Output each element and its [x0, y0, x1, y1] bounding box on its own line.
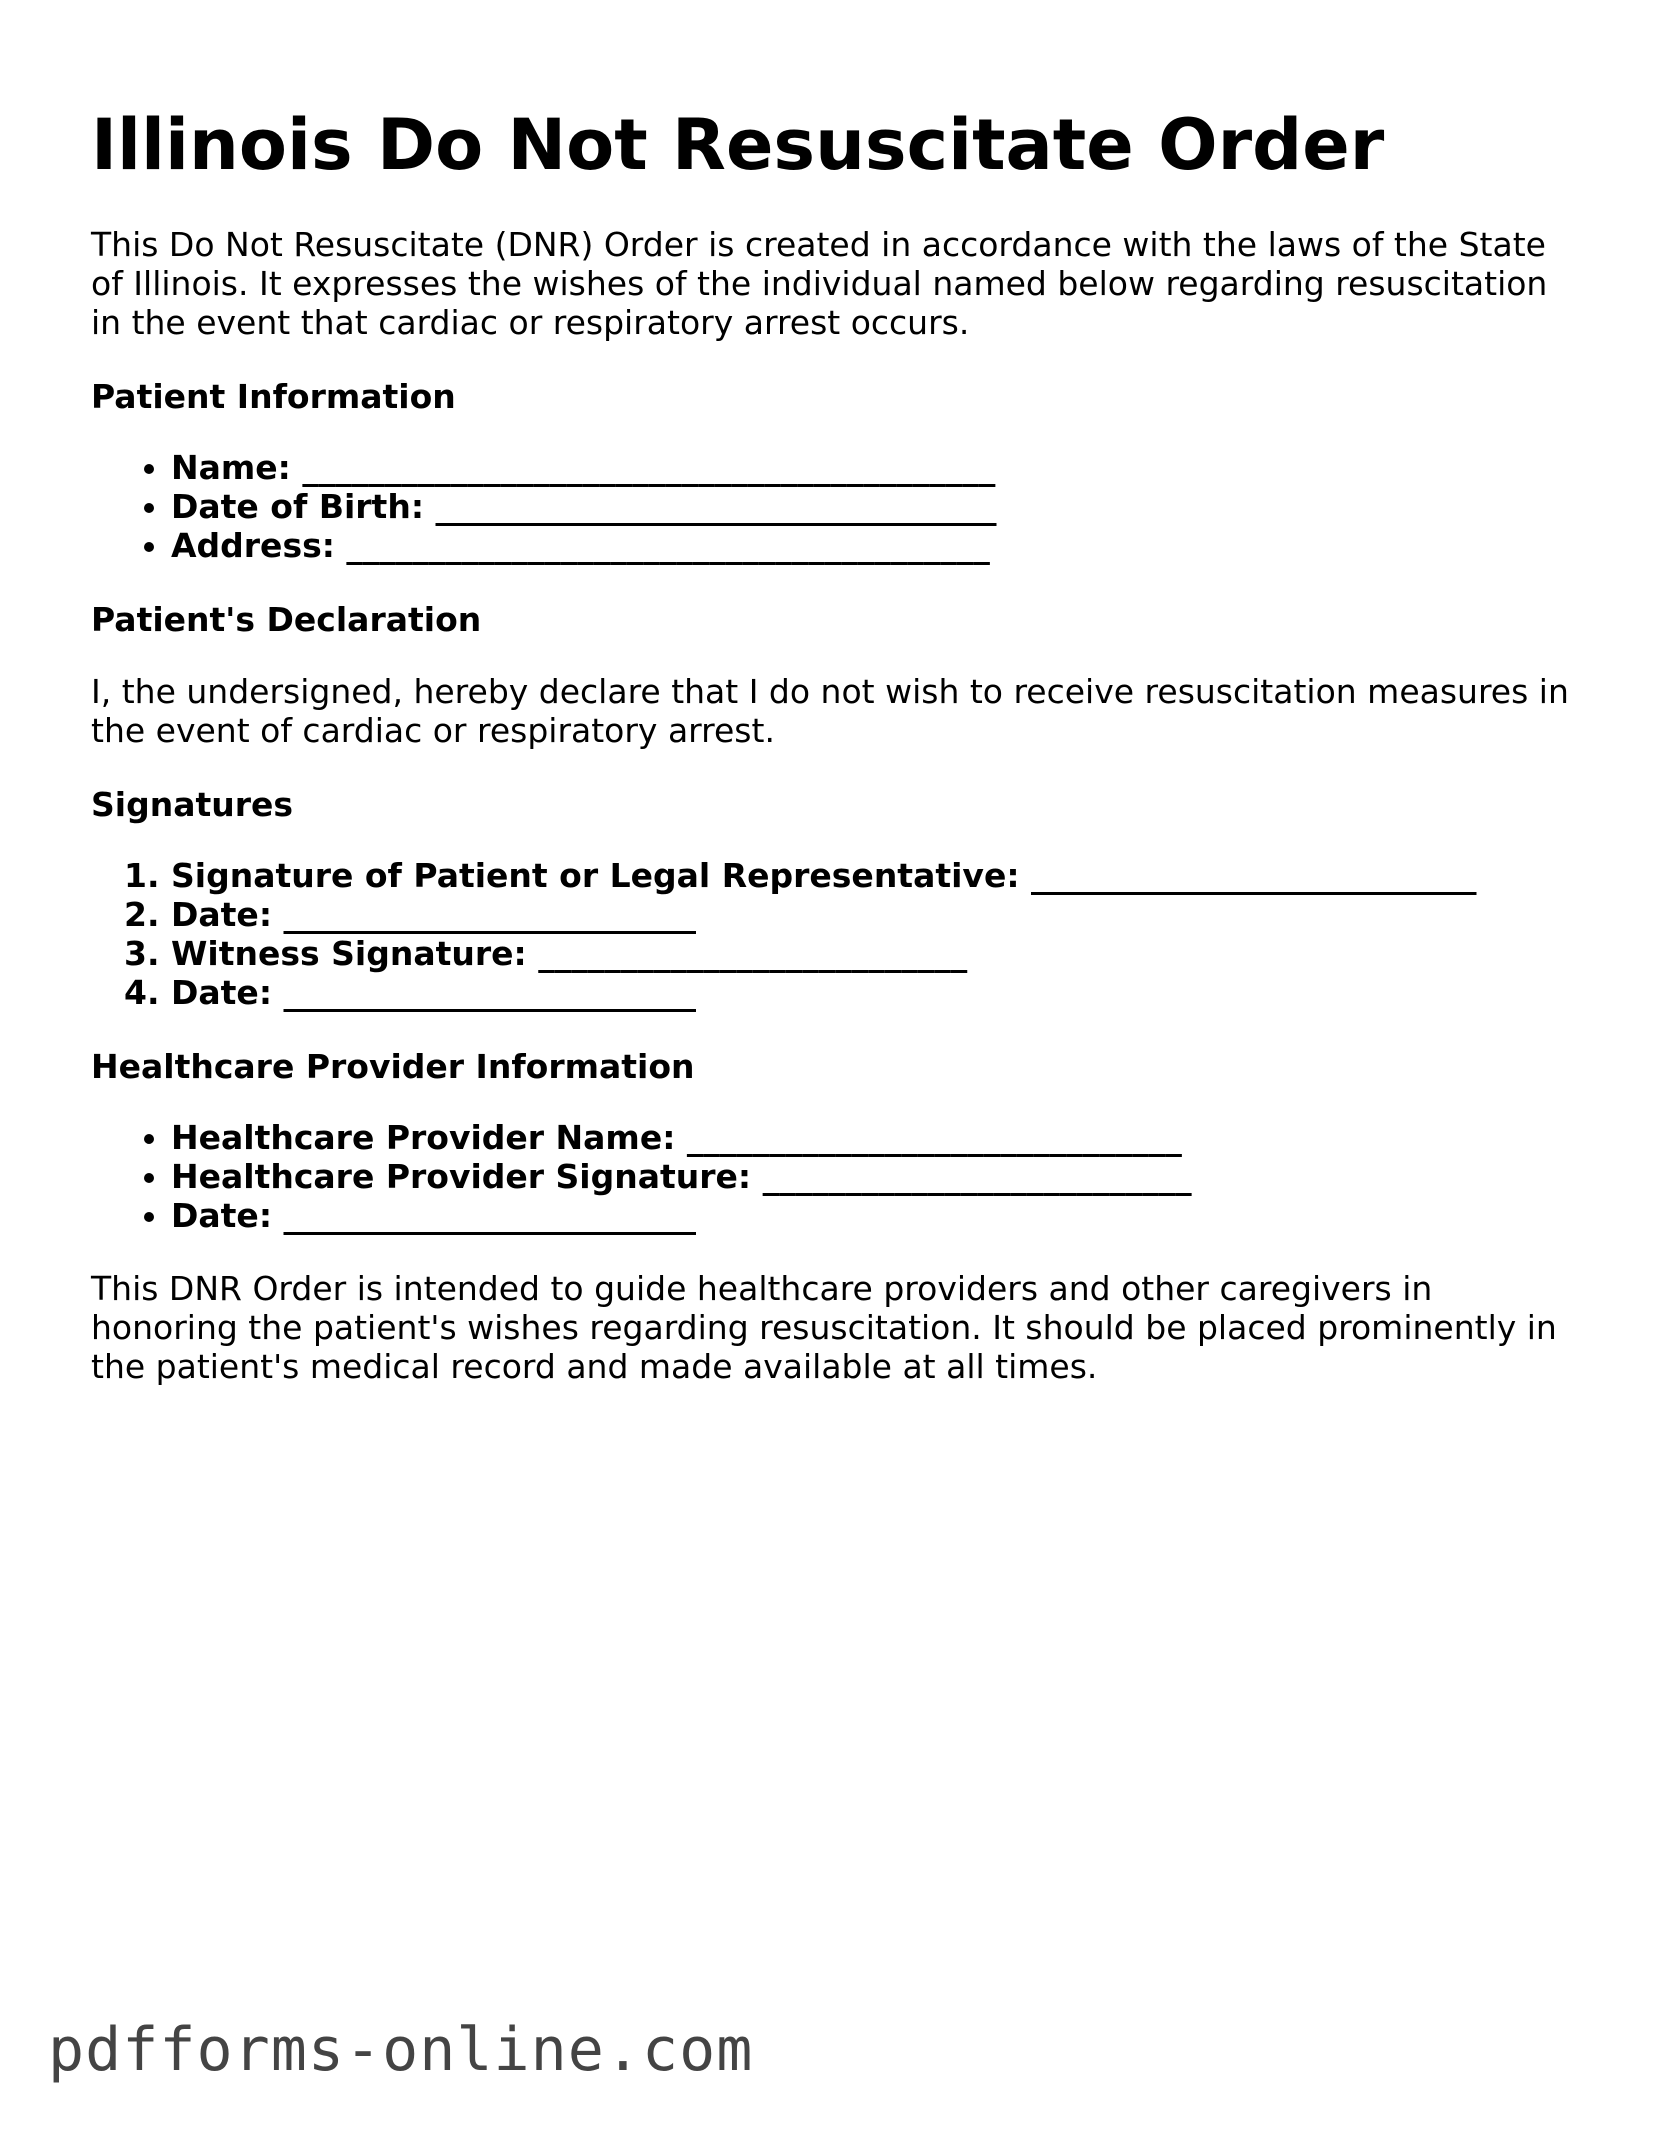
closing-paragraph: This DNR Order is intended to guide healthcare providers and other caregivers in honoring the patient's wishes regarding resuscitation. It should be placed prominently in the patient's medical record and made available at all times.	[91, 1269, 1557, 1386]
declaration-text: I, the undersigned, hereby declare that I do not wish to receive resuscitation measures in the event of cardiac or respiratory arrest.	[91, 672, 1569, 750]
patient-info-heading: Patient Information	[91, 377, 456, 416]
provider-heading: Healthcare Provider Information	[91, 1047, 695, 1086]
signatures-list	[91, 856, 1571, 1012]
patient-address-field: • Address: _______________________________________	[171, 526, 1571, 565]
witness-signature-date-field: 4. Date: _________________________	[171, 973, 1571, 1012]
declaration-heading: Patient's Declaration	[91, 600, 482, 639]
patient-signature-date-field: 2. Date: _________________________	[171, 895, 1571, 934]
signatures-heading: Signatures	[91, 785, 294, 824]
provider-list	[91, 1118, 1571, 1235]
patient-signature-field: 1. Signature of Patient or Legal Representative: ___________________________	[171, 856, 1571, 895]
intro-paragraph: This Do Not Resuscitate (DNR) Order is created in accordance with the laws of the State of Illinois. It expresses the wishes of the individual named below regarding resuscitation in the event that cardiac or respiratory arrest occurs.	[91, 225, 1548, 342]
document-page	[91, 100, 1571, 1386]
patient-name-field: • Name: __________________________________________	[171, 448, 1571, 487]
patient-dob-field: • Date of Birth: __________________________________	[171, 487, 1571, 526]
provider-signature-field: • Healthcare Provider Signature: __________________________	[171, 1157, 1571, 1196]
provider-name-field: • Healthcare Provider Name: ______________________________	[171, 1118, 1571, 1157]
document-title: Illinois Do Not Resuscitate Order	[91, 104, 1385, 186]
witness-signature-field: 3. Witness Signature: __________________________	[171, 934, 1571, 973]
provider-date-field: • Date: _________________________	[171, 1196, 1571, 1235]
patient-info-list	[91, 448, 1571, 565]
watermark: pdfforms-online.com	[48, 2015, 754, 2085]
